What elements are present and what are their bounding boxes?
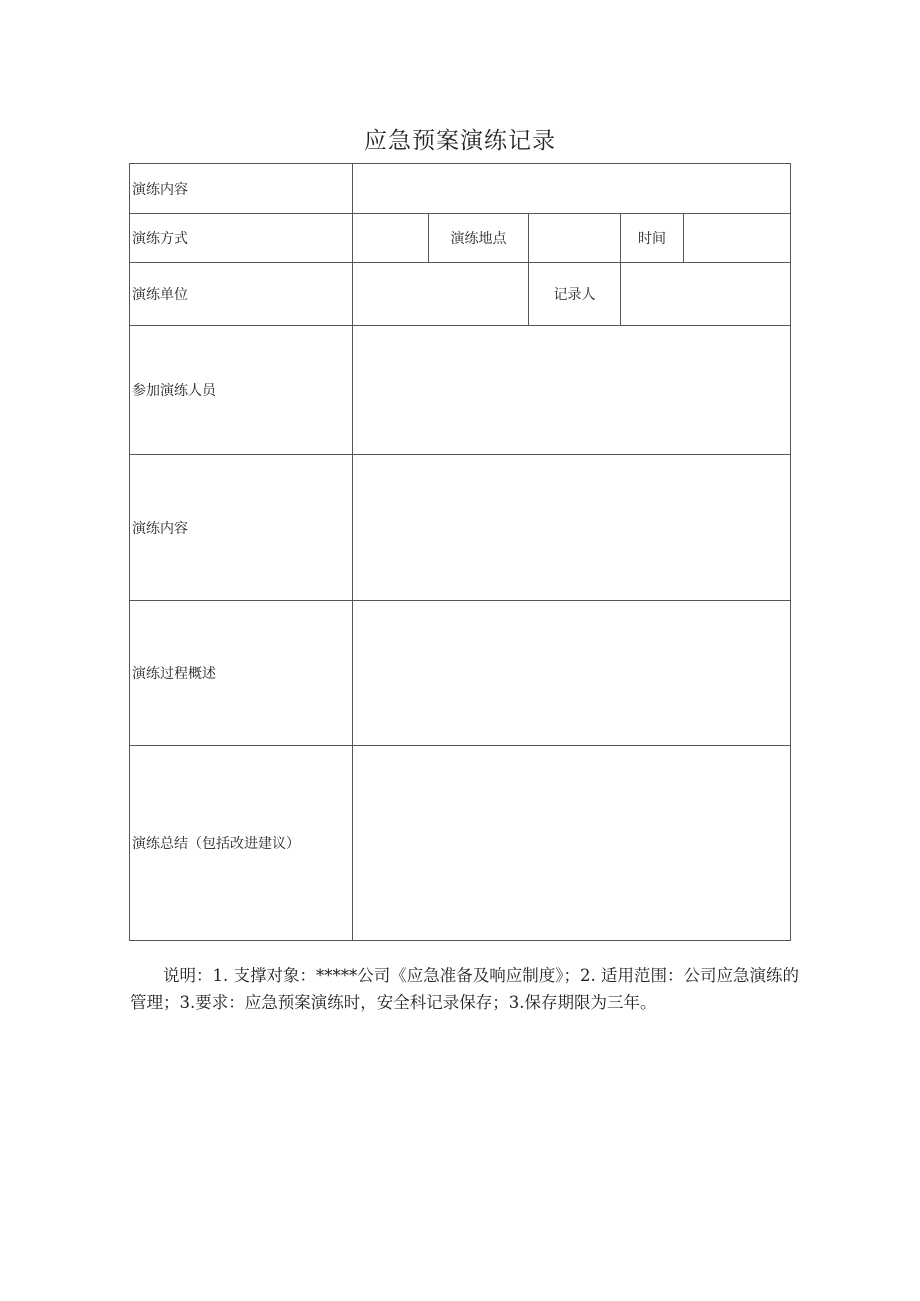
label-drill-unit: 演练单位	[130, 263, 353, 326]
row-drill-summary	[130, 746, 791, 941]
label-drill-content-top: 演练内容	[130, 164, 353, 214]
field-time[interactable]	[684, 214, 791, 263]
row-drill-method	[130, 214, 791, 263]
label-participants: 参加演练人员	[130, 326, 353, 455]
label-drill-location: 演练地点	[429, 214, 529, 263]
field-drill-location[interactable]	[529, 214, 621, 263]
page-title: 应急预案演练记录	[364, 128, 556, 154]
row-drill-content	[130, 455, 791, 601]
field-drill-content[interactable]	[353, 455, 791, 601]
field-drill-summary[interactable]	[353, 746, 791, 941]
field-drill-method[interactable]	[353, 214, 429, 263]
row-drill-process	[130, 601, 791, 746]
label-drill-method: 演练方式	[130, 214, 353, 263]
label-drill-process: 演练过程概述	[130, 601, 353, 746]
label-drill-summary: 演练总结（包括改进建议）	[130, 746, 353, 941]
field-recorder[interactable]	[621, 263, 791, 326]
field-drill-content-top[interactable]	[353, 164, 791, 214]
row-drill-unit	[130, 263, 791, 326]
field-drill-unit[interactable]	[353, 263, 529, 326]
row-participants	[130, 326, 791, 455]
row-drill-content-top	[130, 164, 791, 214]
note-text: 说明：1. 支撑对象：*****公司《应急准备及响应制度》；2. 适用范围：公司应急演练的管理；3.要求：应急预案演练时，安全科记录保存；3.保存期限为三年。	[130, 966, 799, 1012]
label-drill-content: 演练内容	[130, 455, 353, 601]
label-recorder: 记录人	[529, 263, 621, 326]
field-participants[interactable]	[353, 326, 791, 455]
drill-record-table	[129, 163, 791, 941]
field-drill-process[interactable]	[353, 601, 791, 746]
label-time: 时间	[621, 214, 684, 263]
